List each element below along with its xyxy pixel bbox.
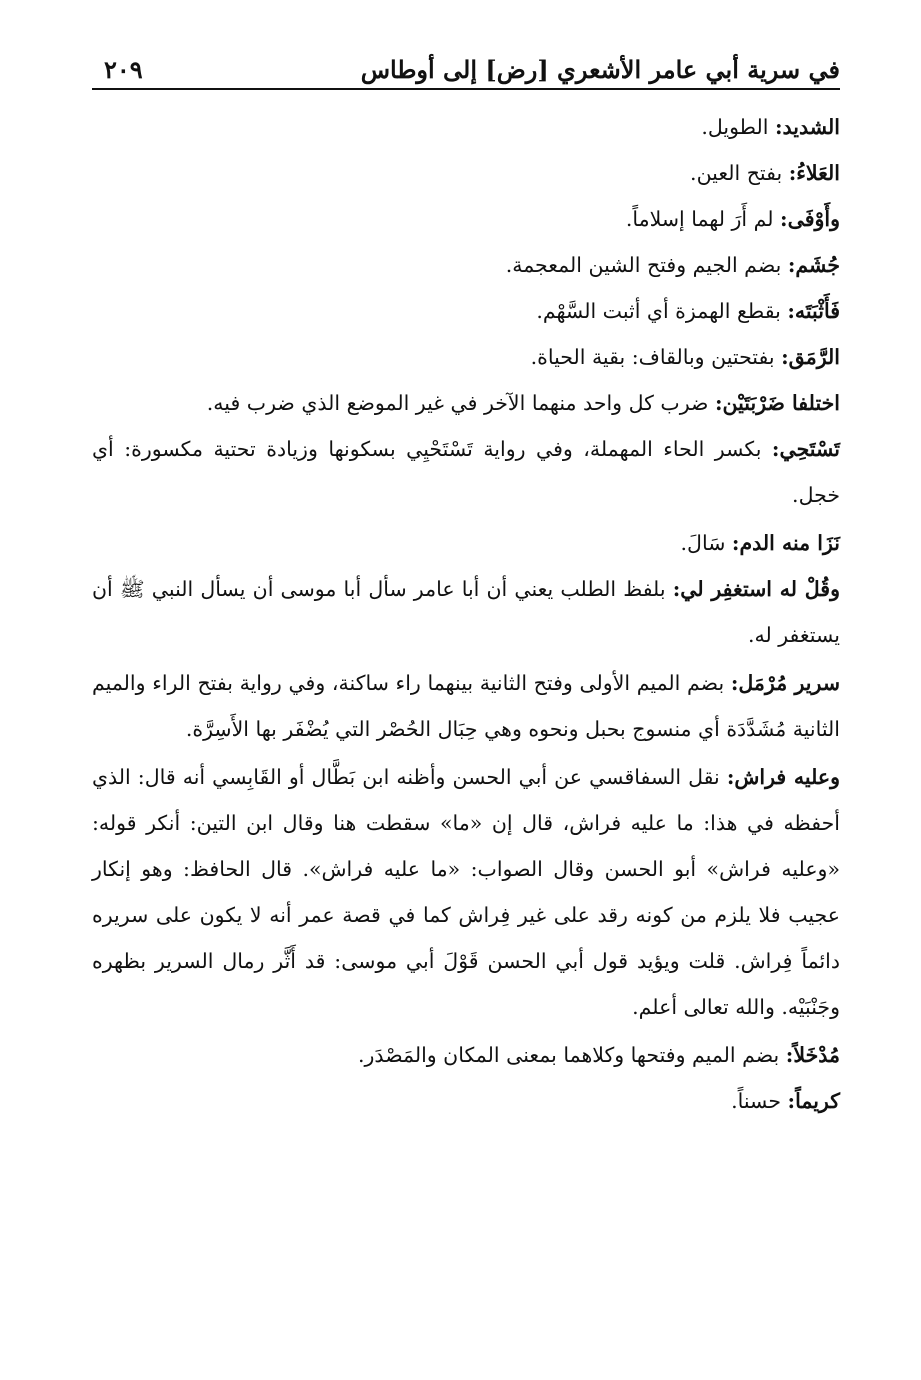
glossary-entry bbox=[92, 196, 840, 242]
glossary-entry bbox=[92, 288, 840, 334]
entry-term: سرير مُرْمَل: bbox=[730, 671, 841, 695]
glossary-entry bbox=[92, 104, 840, 150]
entry-text: ضرب كل واحد منهما الآخر في غير الموضع الذي ضرب فيه. bbox=[206, 391, 715, 415]
entry-text: بضم الميم وفتحها وكلاهما بمعنى المكان والمَصْدَر. bbox=[358, 1043, 786, 1067]
entry-text: بقطع الهمزة أي أثبت السَّهْم. bbox=[536, 299, 788, 323]
entry-text: نقل السفاقسي عن أبي الحسن وأظنه ابن بَطَّال أو القَابِسي أنه قال: الذي أحفظه في هذا: ما عليه فراش، قال إن «ما» سقطت هنا وقال ابن التين: أنكر قوله: «وعليه فراش» أبو الحسن وقال الصواب: «ما عليه فراش». قال الحافظ: وهو إنكار عجيب فلا يلزم من كونه رقد على غير فِراش كما في قصة عمر أنه لا يكون على سريره دائماً فِراش. قلت ويؤيد قول أبي الحسن قَوْلَ أبي موسى: قد أَثَّر رمال السرير بظهره وجَنْبَيْه. والله تعالى أعلم. bbox=[92, 765, 840, 1019]
entry-term: اختلفا ضَرْبَتَيْن: bbox=[714, 391, 840, 415]
entry-text: بفتحتين وبالقاف: بقية الحياة. bbox=[530, 345, 782, 369]
entry-text: لم أَرَ لهما إسلاماً. bbox=[625, 207, 781, 231]
entry-text: بلفظ الطلب يعني أن أبا عامر سأل أبا موسى أن يسأل النبي ﷺ أن يستغفر له. bbox=[92, 577, 840, 647]
glossary-entry bbox=[92, 1032, 840, 1078]
entry-text: بضم الجيم وفتح الشين المعجمة. bbox=[505, 253, 788, 277]
entry-term: تَسْتَحِي: bbox=[771, 437, 840, 461]
glossary-entry bbox=[92, 150, 840, 196]
entry-text: سَالَ. bbox=[680, 531, 732, 555]
entry-term: وعليه فراش: bbox=[726, 765, 840, 789]
entry-term: فَأَثْبَتَه: bbox=[787, 299, 840, 323]
entry-term: الشديد: bbox=[774, 115, 840, 139]
entry-text: بضم الميم الأولى وفتح الثانية بينهما راء ساكنة، وفي رواية بفتح الراء والميم الثانية مُشَدَّدَة أي منسوج بحبل ونحوه وهي حِبَال الحُصْر التي يُضْفَر بها الأَسِرَّة. bbox=[92, 671, 840, 741]
entry-term: وقُلْ له استغفِر لي: bbox=[672, 577, 840, 601]
entry-term: الرَّمَق: bbox=[781, 345, 840, 369]
glossary-body bbox=[92, 104, 840, 1124]
entry-text: بفتح العين. bbox=[690, 161, 789, 185]
glossary-entry bbox=[92, 566, 840, 658]
glossary-entry bbox=[92, 426, 840, 518]
entry-text: بكسر الحاء المهملة، وفي رواية تَسْتَحْيِي بسكونها وزيادة تحتية مكسورة: أي خجل. bbox=[92, 437, 840, 507]
entry-text: الطويل. bbox=[701, 115, 775, 139]
entry-term: كريماً: bbox=[787, 1089, 840, 1113]
glossary-entry bbox=[92, 380, 840, 426]
book-page bbox=[92, 40, 840, 1124]
glossary-entry bbox=[92, 1078, 840, 1124]
glossary-entry bbox=[92, 242, 840, 288]
entry-term: مُدْخَلاً: bbox=[785, 1043, 840, 1067]
page-number: ٢٠٩ bbox=[104, 55, 143, 84]
glossary-entry bbox=[92, 754, 840, 1030]
glossary-entry bbox=[92, 660, 840, 752]
entry-term: العَلاءُ: bbox=[788, 161, 840, 185]
entry-term: وأَوْفَى: bbox=[780, 207, 840, 231]
glossary-entry bbox=[92, 334, 840, 380]
entry-term: نَزَا منه الدم: bbox=[731, 531, 840, 555]
glossary-entry bbox=[92, 520, 840, 566]
running-title: في سرية أبي عامر الأشعري [رض] إلى أوطاس bbox=[360, 55, 840, 84]
running-head bbox=[92, 40, 840, 90]
entry-text: حسناً. bbox=[731, 1089, 788, 1113]
entry-term: جُشَم: bbox=[787, 253, 840, 277]
